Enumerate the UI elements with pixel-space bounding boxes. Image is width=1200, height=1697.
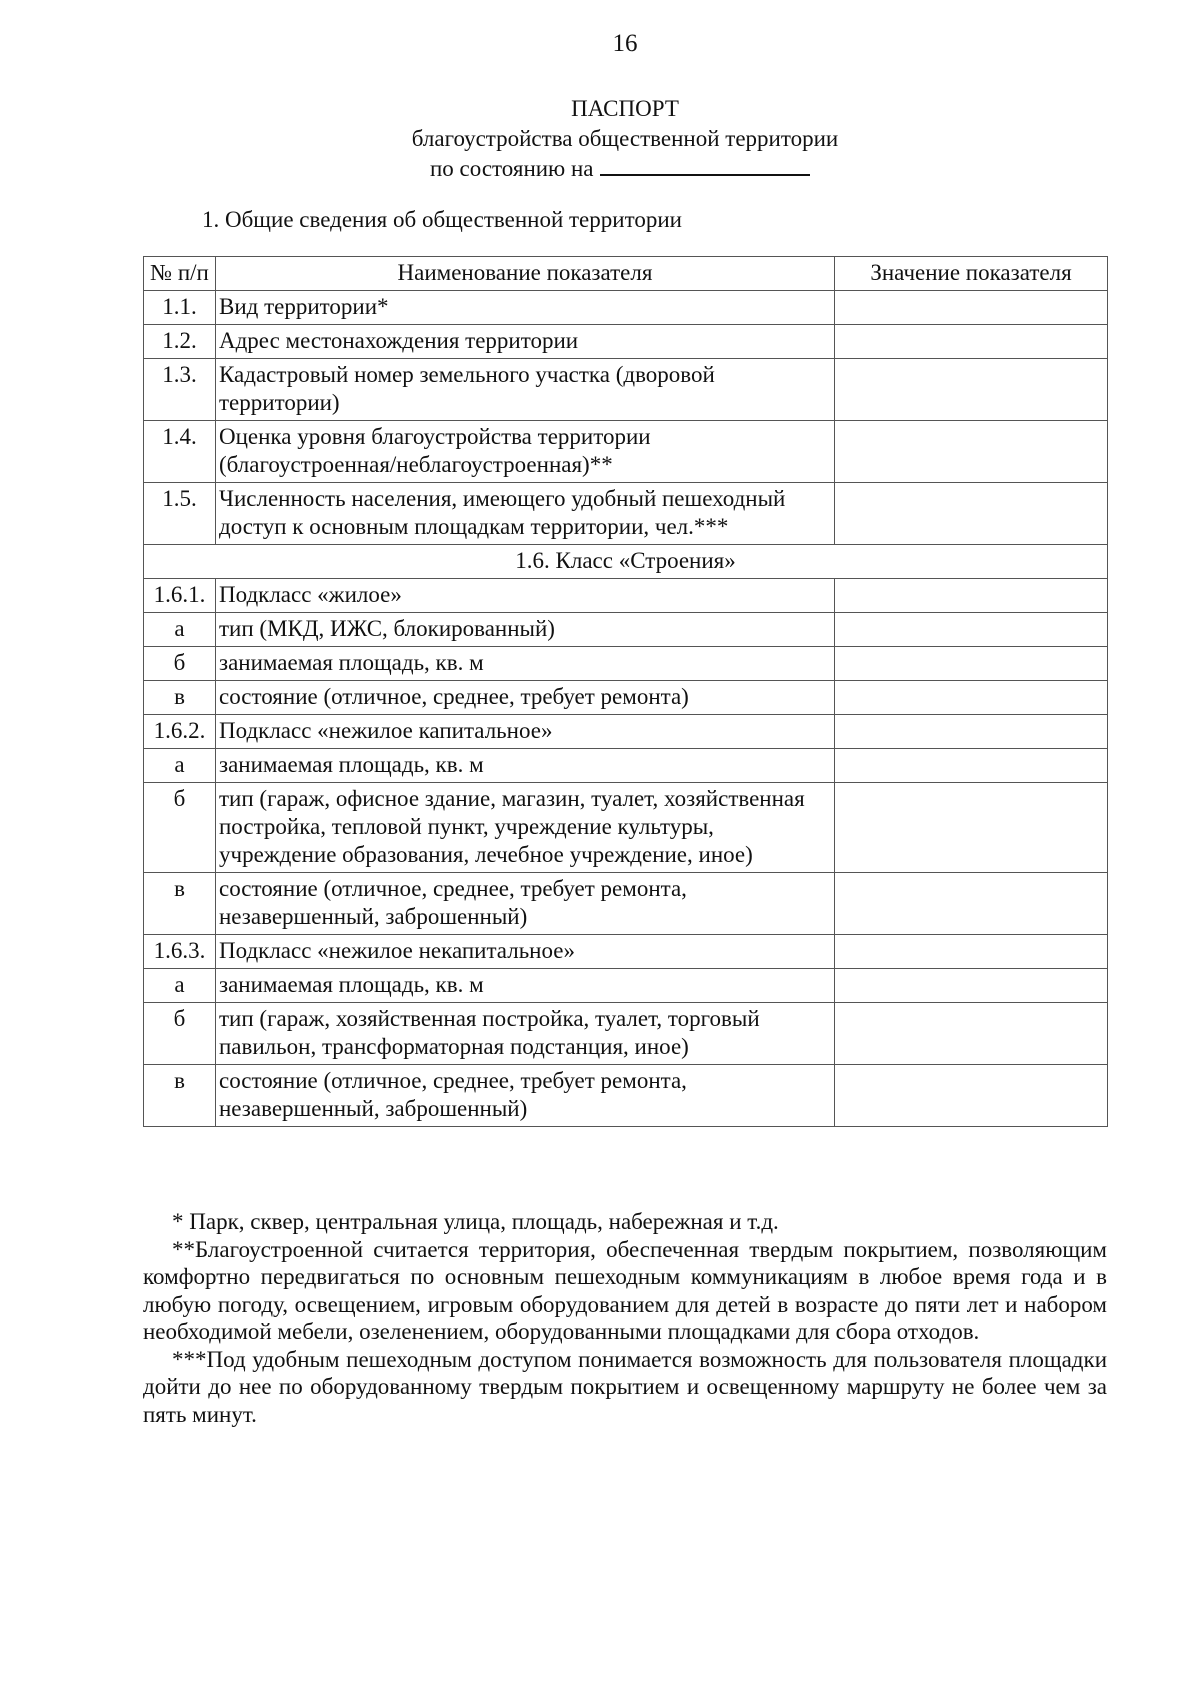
row-number: 1.6.2. xyxy=(144,715,216,749)
column-header-value: Значение показателя xyxy=(835,257,1108,291)
table-row xyxy=(144,291,1108,325)
row-value-cell[interactable] xyxy=(835,483,1108,545)
row-value-cell[interactable] xyxy=(835,783,1108,873)
row-value-cell[interactable] xyxy=(835,613,1108,647)
table-row xyxy=(144,715,1108,749)
row-number: 1.2. xyxy=(144,325,216,359)
table-row xyxy=(144,1003,1108,1065)
row-value-cell[interactable] xyxy=(835,1003,1108,1065)
row-number: 1.6.3. xyxy=(144,935,216,969)
table-header-row xyxy=(144,257,1108,291)
table-row xyxy=(144,613,1108,647)
row-number: в xyxy=(144,681,216,715)
row-value-cell[interactable] xyxy=(835,715,1108,749)
footnote-territory-type: * Парк, сквер, центральная улица, площадь, набережная и т.д. xyxy=(172,1209,779,1234)
table-row xyxy=(144,749,1108,783)
row-value-cell[interactable] xyxy=(835,873,1108,935)
row-name: Оценка уровня благоустройства территории (благоустроенная/неблагоустроенная)** xyxy=(216,421,835,483)
column-header-number: № п/п xyxy=(144,257,216,291)
row-name: Кадастровый номер земельного участка (дворовой территории) xyxy=(216,359,835,421)
table-row xyxy=(144,783,1108,873)
row-value-cell[interactable] xyxy=(835,359,1108,421)
row-number: б xyxy=(144,783,216,873)
row-number: 1.3. xyxy=(144,359,216,421)
table-row xyxy=(144,359,1108,421)
section-heading: 1. Общие сведения об общественной территории xyxy=(202,207,682,232)
row-value-cell[interactable] xyxy=(835,647,1108,681)
table-row xyxy=(144,483,1108,545)
row-name: занимаемая площадь, кв. м xyxy=(216,647,835,681)
row-name: Численность населения, имеющего удобный пешеходный доступ к основным площадкам территории, чел.*** xyxy=(216,483,835,545)
row-number: 1.5. xyxy=(144,483,216,545)
row-value-cell[interactable] xyxy=(835,681,1108,715)
date-blank-field xyxy=(600,152,810,176)
row-number: а xyxy=(144,613,216,647)
table-row xyxy=(144,1065,1108,1127)
row-value-cell[interactable] xyxy=(835,291,1108,325)
row-name: Адрес местонахождения территории xyxy=(216,325,835,359)
date-label: по состоянию на xyxy=(430,156,594,181)
row-number: 1.4. xyxy=(144,421,216,483)
row-value-cell[interactable] xyxy=(835,1065,1108,1127)
row-name: состояние (отличное, среднее, требует ремонта, незавершенный, заброшенный) xyxy=(216,873,835,935)
table-row xyxy=(144,647,1108,681)
row-name: состояние (отличное, среднее, требует ремонта, незавершенный, заброшенный) xyxy=(216,1065,835,1127)
row-number: а xyxy=(144,969,216,1003)
row-number: а xyxy=(144,749,216,783)
section-title-class-buildings: 1.6. Класс «Строения» xyxy=(144,545,1108,579)
column-header-name: Наименование показателя xyxy=(216,257,835,291)
date-line-row xyxy=(430,152,810,184)
row-name: Подкласс «жилое» xyxy=(216,579,835,613)
document-title: ПАСПОРТ xyxy=(571,96,679,121)
row-number: б xyxy=(144,647,216,681)
row-name: тип (гараж, офисное здание, магазин, туалет, хозяйственная постройка, тепловой пункт, учреждение культуры, учреждение образования, лечебное учреждение, иное) xyxy=(216,783,835,873)
row-value-cell[interactable] xyxy=(835,935,1108,969)
row-name: занимаемая площадь, кв. м xyxy=(216,969,835,1003)
row-name: Подкласс «нежилое капитальное» xyxy=(216,715,835,749)
row-name: Вид территории* xyxy=(216,291,835,325)
table-row xyxy=(144,935,1108,969)
row-value-cell[interactable] xyxy=(835,579,1108,613)
row-name: тип (МКД, ИЖС, блокированный) xyxy=(216,613,835,647)
row-number: в xyxy=(144,1065,216,1127)
row-number: в xyxy=(144,873,216,935)
page-number: 16 xyxy=(612,30,638,57)
row-number: б xyxy=(144,1003,216,1065)
document-subtitle: благоустройства общественной территории xyxy=(411,126,839,151)
table-row xyxy=(144,969,1108,1003)
table-row xyxy=(144,325,1108,359)
table-row xyxy=(144,579,1108,613)
footnote-landscaped-definition: **Благоустроенной считается территория, обеспеченная твердым покрытием, позволяющим комфортно передвигаться по основным пешеходным коммуникациям в любое время года и в любую погоду, освещением, игровым оборудованием для детей в возрасте до пяти лет и набором необходимой мебели, озеленением, оборудованными площадками для сбора отходов. xyxy=(143,1236,1107,1344)
row-value-cell[interactable] xyxy=(835,969,1108,1003)
table-row xyxy=(144,873,1108,935)
passport-table xyxy=(143,256,1108,1127)
row-number: 1.6.1. xyxy=(144,579,216,613)
row-number: 1.1. xyxy=(144,291,216,325)
row-name: Подкласс «нежилое некапитальное» xyxy=(216,935,835,969)
table-section-row xyxy=(144,545,1108,579)
row-name: тип (гараж, хозяйственная постройка, туалет, торговый павильон, трансформаторная подстанция, иное) xyxy=(216,1003,835,1065)
row-value-cell[interactable] xyxy=(835,749,1108,783)
table-row xyxy=(144,681,1108,715)
row-name: состояние (отличное, среднее, требует ремонта) xyxy=(216,681,835,715)
footnote-pedestrian-access: ***Под удобным пешеходным доступом понимается возможность для пользователя площадки дойти до нее по оборудованному твердым покрытием и освещенному маршруту не более чем за пять минут. xyxy=(143,1346,1107,1427)
row-value-cell[interactable] xyxy=(835,325,1108,359)
row-value-cell[interactable] xyxy=(835,421,1108,483)
table-row xyxy=(144,421,1108,483)
footnotes xyxy=(143,1208,1107,1428)
row-name: занимаемая площадь, кв. м xyxy=(216,749,835,783)
